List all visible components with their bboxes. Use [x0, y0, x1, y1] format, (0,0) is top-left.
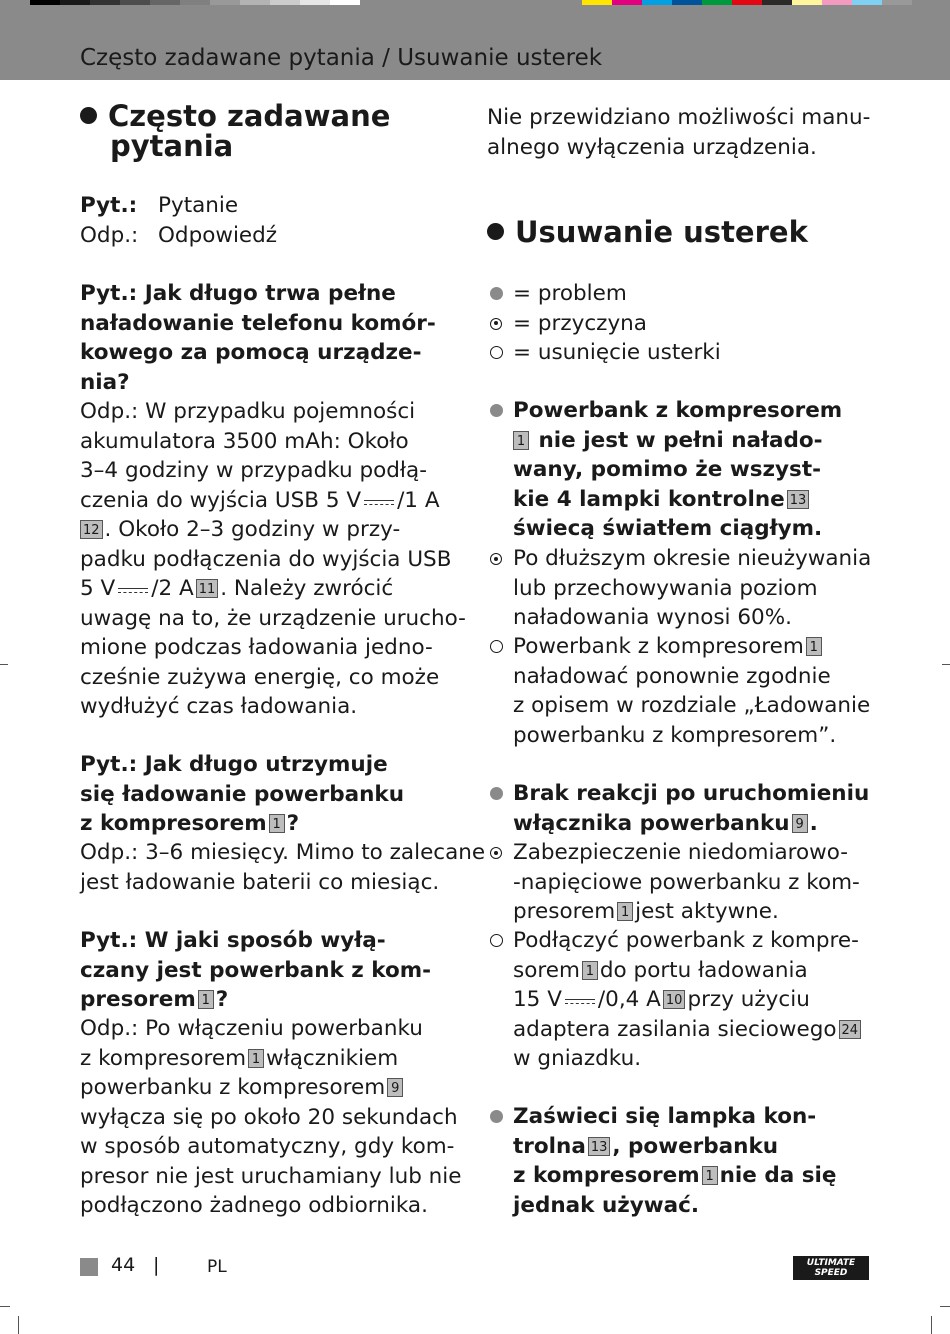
- cause-1: Po dłuższym okresie nieużywania lub przechowywania poziom naładowania wynosi 60%.: [487, 544, 871, 633]
- ref-badge: 1: [198, 990, 214, 1009]
- color-swatch: [822, 0, 852, 5]
- ref-badge: 9: [792, 814, 808, 833]
- ref-badge: 1: [617, 902, 633, 921]
- fix-icon: [487, 338, 505, 368]
- language-code: PL: [207, 1257, 227, 1277]
- problem-1: Powerbank z kompresorem 1 nie jest w pełni nałado- wany, pomimo że wszyst- kie 4 lampki kontrolne 13 świecą światłem ciągłym.: [487, 396, 842, 544]
- faq-answer-1: Odp.: W przypadku pojemności akumulatora 3500 mAh: Około 3–4 godziny w przypadku podłą- czenia do wyjścia USB 5 V /1 A 12 . Około 2–3 godziny w przy- padku podłączenia do wyjścia USB 5 V /2 A 11 . Należy zwrócić uwagę na to, że urządzenie urucho- mione podczas ładowania jedno- cześnie zużywa energię, co może wydłużyć czas ładowania.: [80, 399, 466, 719]
- ref-badge: 1: [248, 1049, 264, 1068]
- cause-icon: [487, 309, 505, 339]
- color-swatch: [240, 0, 270, 5]
- faq-question-1: Pyt.: Jak długo trwa pełne naładowanie telefonu komór- kowego za pomocą urządze- nia?: [80, 281, 436, 395]
- color-swatch: [120, 0, 150, 5]
- color-swatch: [882, 0, 912, 5]
- problem-icon: [487, 396, 505, 426]
- color-swatch: [270, 0, 300, 5]
- ref-badge: 13: [588, 1137, 611, 1156]
- color-swatch: [300, 0, 330, 5]
- problem-2: Brak reakcji po uruchomieniu włącznika powerbanku 9 .: [487, 779, 869, 838]
- color-swatch: [792, 0, 822, 5]
- faq-question-2: Pyt.: Jak długo utrzymuje się ładowanie powerbanku z kompresorem 1 ?: [80, 752, 405, 836]
- ref-badge: 12: [80, 520, 103, 539]
- faq-legend: Pyt.: Pytanie Odp.: Odpowiedź: [80, 193, 278, 248]
- faq-question-3: Pyt.: W jaki sposób wyłą- czany jest powerbank z kom- presorem 1 ?: [80, 928, 432, 1012]
- page-header-title: Często zadawane pytania / Usuwanie usterek: [80, 45, 603, 71]
- cause-icon: [487, 544, 505, 574]
- troubleshooting-legend: = problem = przyczyna = usunięcie usterki: [487, 279, 721, 368]
- faq-answer-3: Odp.: Po włączeniu powerbanku z kompresorem 1 włącznikiem powerbanku z kompresorem 9 wyłącza się po około 20 sekundach w sposób automatyczny, gdy kom- presor nie jest uruchamiany lub nie podłączono żadnego odbiornika.: [80, 1016, 462, 1218]
- fix-icon: [487, 926, 505, 956]
- ref-badge: 24: [839, 1020, 862, 1039]
- problem-icon: [487, 779, 505, 809]
- color-swatch: [732, 0, 762, 5]
- crop-mark: [942, 664, 950, 665]
- color-swatch: [30, 0, 60, 5]
- ref-badge: 1: [513, 431, 529, 450]
- faq-answer-2: Odp.: 3–6 miesięcy. Mimo to zalecane jest ładowanie baterii co miesiąc.: [80, 840, 486, 895]
- ref-badge: 11: [196, 579, 219, 598]
- crop-mark: [18, 1316, 19, 1334]
- ref-badge: 1: [806, 637, 822, 656]
- faq-heading: Często zadawane pytania: [80, 101, 390, 161]
- color-swatch: [150, 0, 180, 5]
- color-swatch: [210, 0, 240, 5]
- crop-mark: [931, 1316, 932, 1334]
- problem-3: Zaświeci się lampka kon- trolna 13 , powerbanku z kompresorem 1 nie da się jednak używać.: [487, 1102, 837, 1220]
- problem-icon: [487, 1102, 505, 1132]
- crop-mark: [0, 1306, 10, 1307]
- ref-badge: 1: [269, 814, 285, 833]
- fix-1: Powerbank z kompresorem 1 naładować ponownie zgodnie z opisem w rozdziale „Ładowanie powerbanku z kompresorem”.: [487, 632, 870, 750]
- fix-icon: [487, 632, 505, 662]
- dc-symbol-icon: [364, 500, 394, 505]
- problem-icon: [487, 279, 505, 309]
- brand-logo: ULTIMATE SPEED: [793, 1256, 869, 1280]
- ref-badge: 9: [387, 1078, 403, 1097]
- crop-mark: [0, 664, 8, 665]
- ref-badge: 1: [582, 961, 598, 980]
- heading-bullet-icon: [487, 223, 504, 240]
- color-swatch: [180, 0, 210, 5]
- footer-separator: |: [153, 1254, 160, 1276]
- troubleshooting-heading: Usuwanie usterek: [487, 217, 808, 247]
- crop-mark: [940, 1306, 950, 1307]
- color-swatch: [642, 0, 672, 5]
- footer-square-icon: [80, 1258, 98, 1276]
- cause-icon: [487, 838, 505, 868]
- dc-symbol-icon: [565, 999, 595, 1004]
- color-calibration-bar: [582, 0, 912, 5]
- page-number: 44: [111, 1254, 136, 1276]
- ref-badge: 1: [702, 1166, 718, 1185]
- color-swatch: [702, 0, 732, 5]
- heading-bullet-icon: [80, 107, 97, 124]
- color-swatch: [612, 0, 642, 5]
- color-swatch: [672, 0, 702, 5]
- color-swatch: [852, 0, 882, 5]
- ref-badge: 13: [787, 490, 810, 509]
- color-swatch: [90, 0, 120, 5]
- color-swatch: [60, 0, 90, 5]
- dc-symbol-icon: [118, 588, 148, 593]
- fix-2: Podłączyć powerbank z kompre- sorem 1 do portu ładowania 15 V /0,4 A 10 przy użyciu adaptera zasilania sieciowego 24 w gniazdku.: [487, 926, 863, 1074]
- cause-2: Zabezpieczenie niedomiarowo- -napięciowe powerbanku z kom- presorem 1 jest aktywne.: [487, 838, 860, 927]
- color-swatch: [582, 0, 612, 5]
- gray-calibration-bar: [30, 0, 360, 5]
- ref-badge: 10: [663, 990, 686, 1009]
- color-swatch: [762, 0, 792, 5]
- faq-answer-3-continued: Nie przewidziano możliwości manu- alnego wyłączenia urządzenia.: [487, 105, 871, 160]
- color-swatch: [330, 0, 360, 5]
